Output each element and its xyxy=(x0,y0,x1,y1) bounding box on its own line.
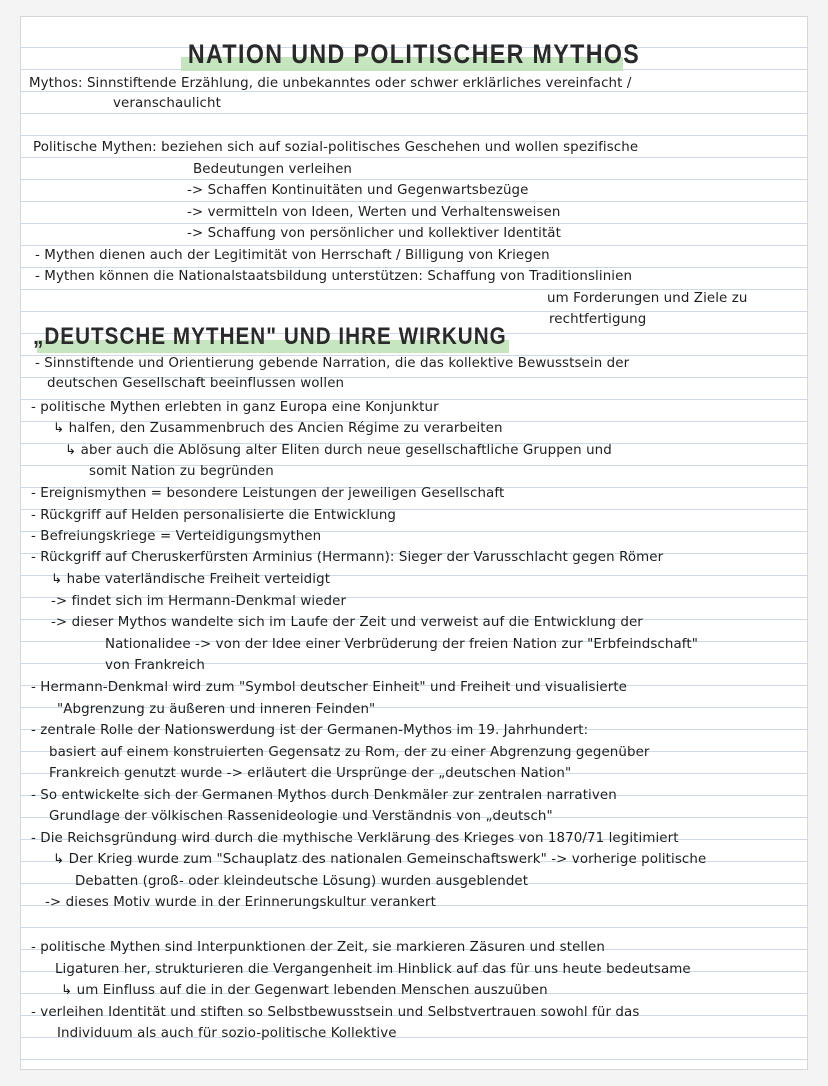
text-line: - Ereignismythen = besondere Leistungen der jeweiligen Gesellschaft xyxy=(31,486,505,501)
text-line: -> Schaffung von persönlicher und kollektiver Identität xyxy=(187,226,561,241)
text-line: ↳ habe vaterländische Freiheit verteidigt xyxy=(51,572,331,587)
text-line: - Die Reichsgründung wird durch die mythische Verklärung des Krieges von 1870/71 legitimiert xyxy=(31,831,679,846)
text-line: Frankreich genutzt wurde -> erläutert die Ursprünge der „deutschen Nation" xyxy=(49,766,572,781)
text-line: - politische Mythen sind Interpunktionen der Zeit, sie markieren Zäsuren und stellen xyxy=(31,940,605,955)
text-line: - Befreiungskriege = Verteidigungsmythen xyxy=(31,529,322,544)
text-line: -> dieser Mythos wandelte sich im Laufe der Zeit und verweist auf die Entwicklung der xyxy=(51,615,643,630)
text-line: ↳ aber auch die Ablösung alter Eliten durch neue gesellschaftliche Gruppen und xyxy=(65,443,612,458)
text-line: - Rückgriff auf Cheruskerfürsten Arminius (Hermann): Sieger der Varusschlacht gegen Römer xyxy=(31,550,664,565)
text-line: rechtfertigung xyxy=(549,312,647,327)
text-line: - Mythen dienen auch der Legitimität von Herrschaft / Billigung von Kriegen xyxy=(35,248,550,263)
text-line: Nationalidee -> von der Idee einer Verbrüderung der freien Nation zur "Erbfeindschaft" xyxy=(105,637,698,652)
text-line: veranschaulicht xyxy=(113,96,221,111)
text-line: ↳ halfen, den Zusammenbruch des Ancien Régime zu verarbeiten xyxy=(53,421,503,436)
text-line: - zentrale Rolle der Nationswerdung ist der Germanen-Mythos im 19. Jahrhundert: xyxy=(31,723,589,738)
text-line: - Hermann-Denkmal wird zum "Symbol deutscher Einheit" und Freiheit und visualisierte xyxy=(31,680,628,695)
text-line: - Mythen können die Nationalstaatsbildung unterstützen: Schaffung von Traditionslinien xyxy=(35,269,633,284)
text-line: -> Schaffen Kontinuitäten und Gegenwartsbezüge xyxy=(187,183,529,198)
text-line: -> dieses Motiv wurde in der Erinnerungskultur verankert xyxy=(45,895,436,910)
text-line: Debatten (groß- oder kleindeutsche Lösung) wurden ausgeblendet xyxy=(75,874,529,889)
notebook-page xyxy=(20,16,808,1070)
text-line: ↳ Der Krieg wurde zum "Schauplatz des nationalen Gemeinschaftswerk" -> vorherige politische xyxy=(53,852,707,867)
text-line: Politische Mythen: beziehen sich auf sozial-politisches Geschehen und wollen spezifische xyxy=(33,140,639,155)
text-line: um Forderungen und Ziele zu xyxy=(547,291,748,306)
text-line: Mythos: Sinnstiftende Erzählung, die unbekanntes oder schwer erklärliches vereinfacht / xyxy=(29,76,632,91)
text-line: von Frankreich xyxy=(105,658,205,673)
text-line: -> findet sich im Hermann-Denkmal wieder xyxy=(51,594,347,609)
text-line: Grundlage der völkischen Rassenideologie und Verständnis von „deutsch" xyxy=(49,809,553,824)
text-line: Individuum als auch für sozio-politische Kollektive xyxy=(57,1026,397,1041)
text-line: - politische Mythen erlebten in ganz Europa eine Konjunktur xyxy=(31,400,439,415)
text-line: - verleihen Identität und stiften so Selbstbewusstsein und Selbstvertrauen sowohl für das xyxy=(31,1005,640,1020)
text-line: - Rückgriff auf Helden personalisierte die Entwicklung xyxy=(31,508,397,523)
text-line: Ligaturen her, strukturieren die Vergangenheit im Hinblick auf das für uns heute bedeutsame xyxy=(55,962,691,977)
text-line: Bedeutungen verleihen xyxy=(193,162,353,177)
text-line: basiert auf einem konstruierten Gegensatz zu Rom, der zu einer Abgrenzung gegenüber xyxy=(49,745,650,760)
text-line: "Abgrenzung zu äußeren und inneren Feinden" xyxy=(57,702,376,717)
text-line: ↳ um Einfluss auf die in der Gegenwart lebenden Menschen auszuüben xyxy=(61,983,548,998)
text-line: - So entwickelte sich der Germanen Mythos durch Denkmäler zur zentralen narrativen xyxy=(31,788,617,803)
section-heading: „DEUTSCHE MYTHEN" UND IHRE WIRKUNG xyxy=(33,323,507,350)
text-line: -> vermitteln von Ideen, Werten und Verhaltensweisen xyxy=(187,205,561,220)
text-line: somit Nation zu begründen xyxy=(89,464,274,479)
text-line: - Sinnstiftende und Orientierung gebende Narration, die das kollektive Bewusstsein der xyxy=(35,356,630,371)
text-line: deutschen Gesellschaft beeinflussen wollen xyxy=(47,376,345,391)
page-title: NATION UND POLITISCHER MYTHOS xyxy=(187,39,641,69)
